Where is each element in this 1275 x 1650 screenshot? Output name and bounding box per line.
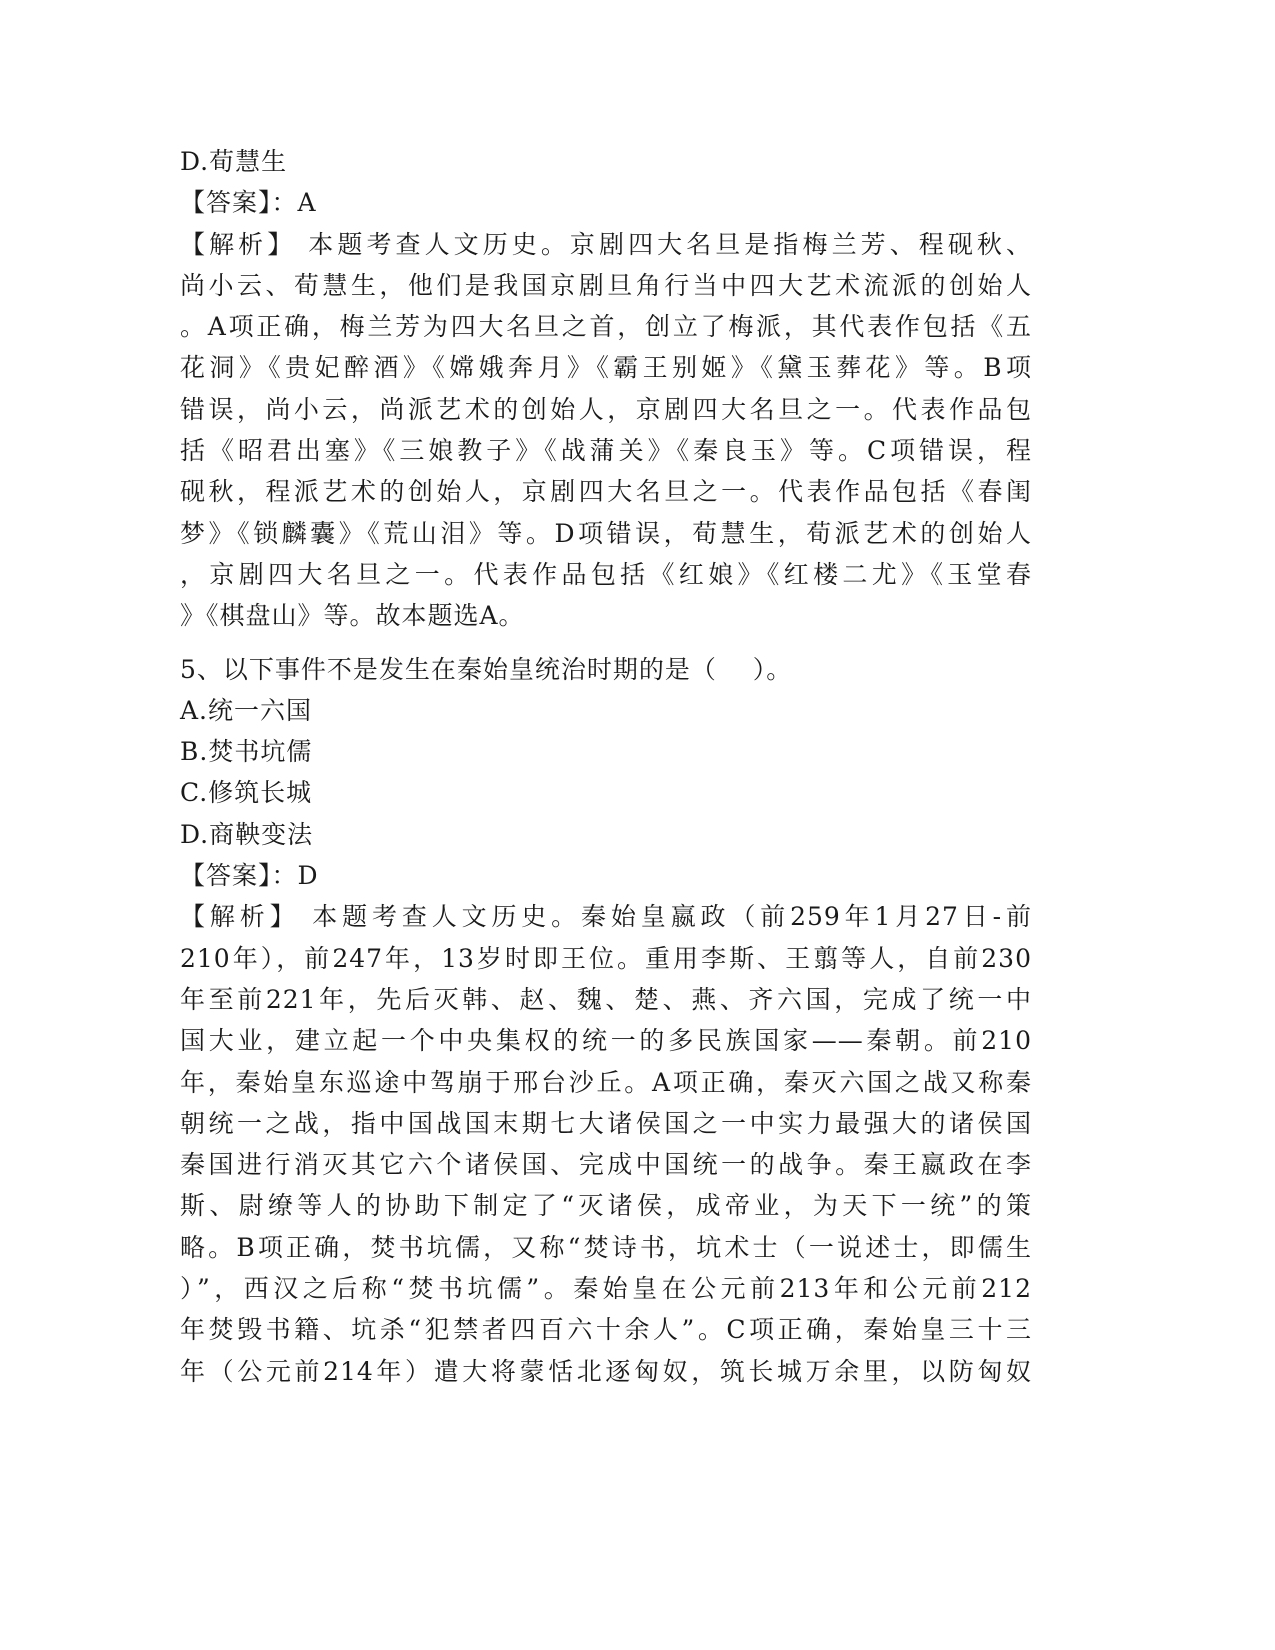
explanation-block (180, 896, 1032, 1392)
explanation-line: ，京剧四大名旦之一。代表作品包括《红娘》《红楼二尤》《玉堂春 (180, 559, 1032, 589)
document-page (180, 141, 1032, 1392)
explanation-line: 尚小云、荀慧生，他们是我国京剧旦角行当中四大艺术流派的创始人 (180, 270, 1032, 300)
explanation-line: 年至前221年，先后灭韩、赵、魏、楚、燕、齐六国，完成了统一中 (180, 984, 1032, 1014)
answer-line: 【答案】：D (180, 861, 319, 891)
explanation-line: 花洞》《贵妃醉酒》《嫦娥奔月》《霸王别姬》《黛玉葬花》等。B项 (180, 353, 1032, 383)
option-b: B.焚书坑儒 (180, 737, 313, 767)
option-c: C.修筑长城 (180, 778, 313, 808)
explanation-line: 》《棋盘山》等。故本题选A。 (180, 601, 525, 631)
explanation-line: 梦》《锁麟囊》《荒山泪》等。D项错误，荀慧生，荀派艺术的创始人 (180, 518, 1032, 548)
explanation-line: 【解析】 本题考查人文历史。秦始皇嬴政（前259年1月27日-前 (180, 902, 1032, 932)
explanation-line: 210年），前247年，13岁时即王位。重用李斯、王翦等人，自前230 (180, 943, 1032, 973)
explanation-line: 秦国进行消灭其它六个诸侯国、完成中国统一的战争。秦王嬴政在李 (180, 1150, 1032, 1180)
explanation-line: 错误，尚小云，尚派艺术的创始人，京剧四大名旦之一。代表作品包 (180, 394, 1032, 424)
explanation-line: 【解析】 本题考查人文历史。京剧四大名旦是指梅兰芳、程砚秋、 (180, 229, 1032, 259)
explanation-line: 。A项正确，梅兰芳为四大名旦之首，创立了梅派，其代表作包括《五 (180, 312, 1032, 342)
explanation-line: 年焚毁书籍、坑杀“犯禁者四百六十余人”。C项正确，秦始皇三十三 (180, 1315, 1032, 1345)
option-d: D.荀慧生 (180, 147, 288, 176)
section-gap (180, 637, 1032, 649)
option-a: A.统一六国 (180, 695, 313, 725)
explanation-line: 略。B项正确，焚书坑儒，又称“焚诗书，坑术士（一说述士，即儒生 (180, 1232, 1032, 1262)
explanation-line: 朝统一之战，指中国战国末期七大诸侯国之一中实力最强大的诸侯国 (180, 1108, 1032, 1138)
explanation-line: 斯、尉缭等人的协助下制定了“灭诸侯，成帝业，为天下一统”的策 (180, 1191, 1032, 1221)
answer-line: 【答案】：A (180, 188, 317, 218)
explanation-line: 年，秦始皇东巡途中驾崩于邢台沙丘。A项正确，秦灭六国之战又称秦 (180, 1067, 1032, 1097)
explanation-line: 年（公元前214年）遣大将蒙恬北逐匈奴，筑长城万余里，以防匈奴 (180, 1356, 1032, 1386)
explanation-line: 括《昭君出塞》《三娘教子》《战蒲关》《秦良玉》等。C项错误，程 (180, 436, 1032, 466)
explanation-line: ）”，西汉之后称“焚书坑儒”。秦始皇在公元前213年和公元前212 (180, 1274, 1032, 1304)
question-5: 5、以下事件不是发生在秦始皇统治时期的是（ ）。 (180, 654, 793, 684)
option-d: D.商鞅变法 (180, 819, 314, 849)
explanation-line: 砚秋，程派艺术的创始人，京剧四大名旦之一。代表作品包括《春闺 (180, 477, 1032, 507)
explanation-block (180, 224, 1032, 637)
explanation-line: 国大业，建立起一个中央集权的统一的多民族国家——秦朝。前210 (180, 1026, 1032, 1056)
